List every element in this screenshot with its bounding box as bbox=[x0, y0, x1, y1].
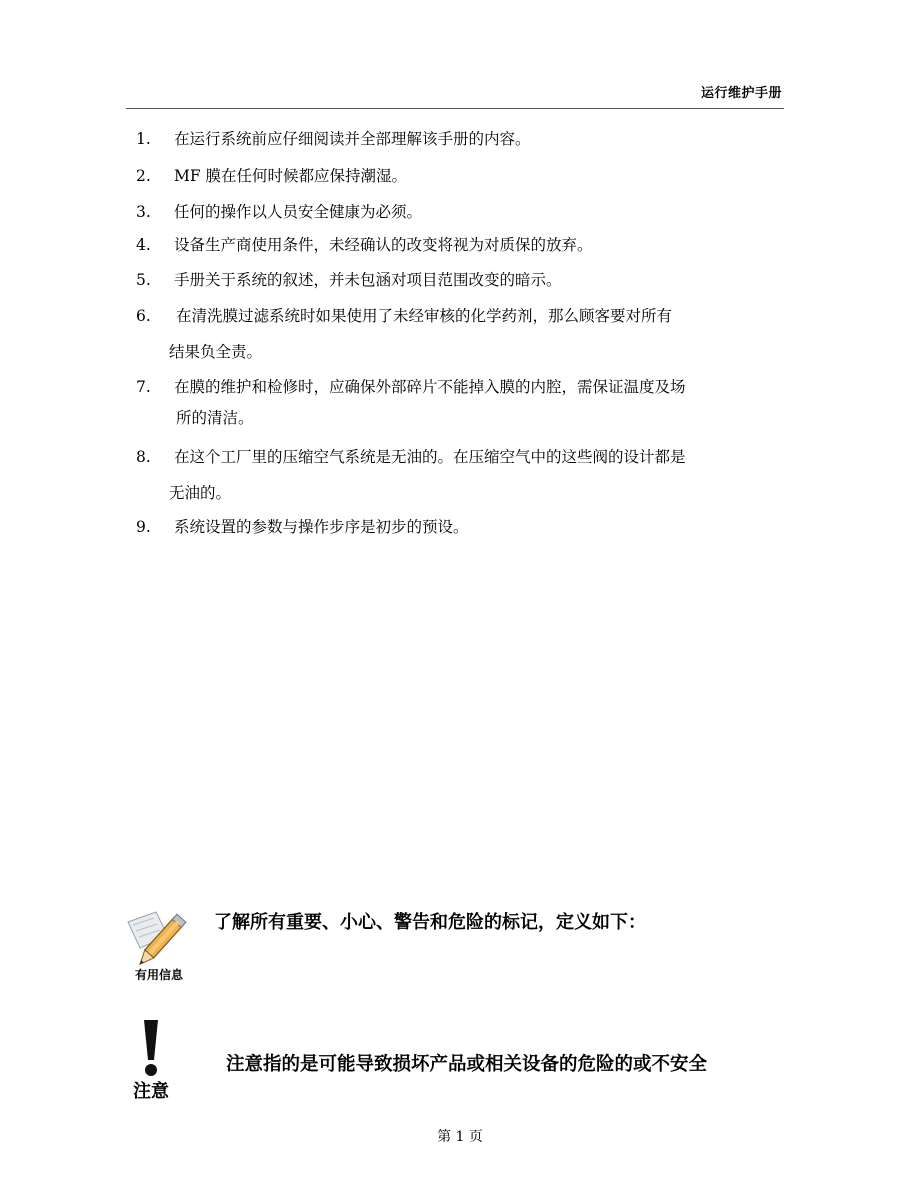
list-item-number: 8. bbox=[136, 448, 151, 466]
document-header-title: 运行维护手册 bbox=[700, 86, 782, 101]
list-item-continuation: 无油的。 bbox=[169, 484, 232, 502]
caution-text: 注意指的是可能导致损坏产品或相关设备的危险的或不安全 bbox=[226, 1054, 708, 1075]
list-item-text: 系统设置的参数与操作步序是初步的预设。 bbox=[174, 518, 469, 536]
caution-label: 注意 bbox=[133, 1081, 169, 1102]
list-item-number: 9. bbox=[136, 518, 151, 536]
list-item-text: 在运行系统前应仔细阅读并全部理解该手册的内容。 bbox=[174, 130, 531, 148]
list-item-text: 任何的操作以人员安全健康为必须。 bbox=[174, 203, 423, 221]
list-item-text: 设备生产商使用条件，未经确认的改变将视为对质保的放弃。 bbox=[174, 236, 593, 254]
useful-info-text: 了解所有重要、小心、警告和危险的标记，定义如下： bbox=[214, 912, 646, 933]
list-item-number: 6. bbox=[136, 307, 151, 325]
header-divider bbox=[126, 108, 784, 109]
list-item-number: 7. bbox=[136, 378, 151, 396]
list-item-number: 3. bbox=[136, 203, 151, 221]
list-item-number: 2. bbox=[136, 167, 151, 185]
list-item-text: 手册关于系统的叙述，并未包涵对项目范围改变的暗示。 bbox=[174, 271, 562, 289]
list-item-number: 5. bbox=[136, 271, 151, 289]
list-item-number: 4. bbox=[136, 236, 151, 254]
page-number: 第 1 页 bbox=[437, 1129, 483, 1145]
exclamation-icon bbox=[140, 1018, 162, 1078]
list-item-continuation: 结果负全责。 bbox=[169, 343, 263, 361]
useful-info-label: 有用信息 bbox=[135, 968, 184, 982]
list-item-text: 在膜的维护和检修时，应确保外部碎片不能掉入膜的内腔，需保证温度及场 bbox=[174, 378, 686, 396]
list-item-continuation: 所的清洁。 bbox=[176, 409, 254, 427]
list-item-number: 1. bbox=[136, 130, 151, 148]
list-item-text: 在这个工厂里的压缩空气系统是无油的。在压缩空气中的这些阀的设计都是 bbox=[174, 448, 686, 466]
list-item-text: 在清洗膜过滤系统时如果使用了未经审核的化学药剂，那么顾客要对所有 bbox=[176, 307, 673, 325]
list-item-text: MF 膜在任何时候都应保持潮湿。 bbox=[174, 167, 408, 185]
